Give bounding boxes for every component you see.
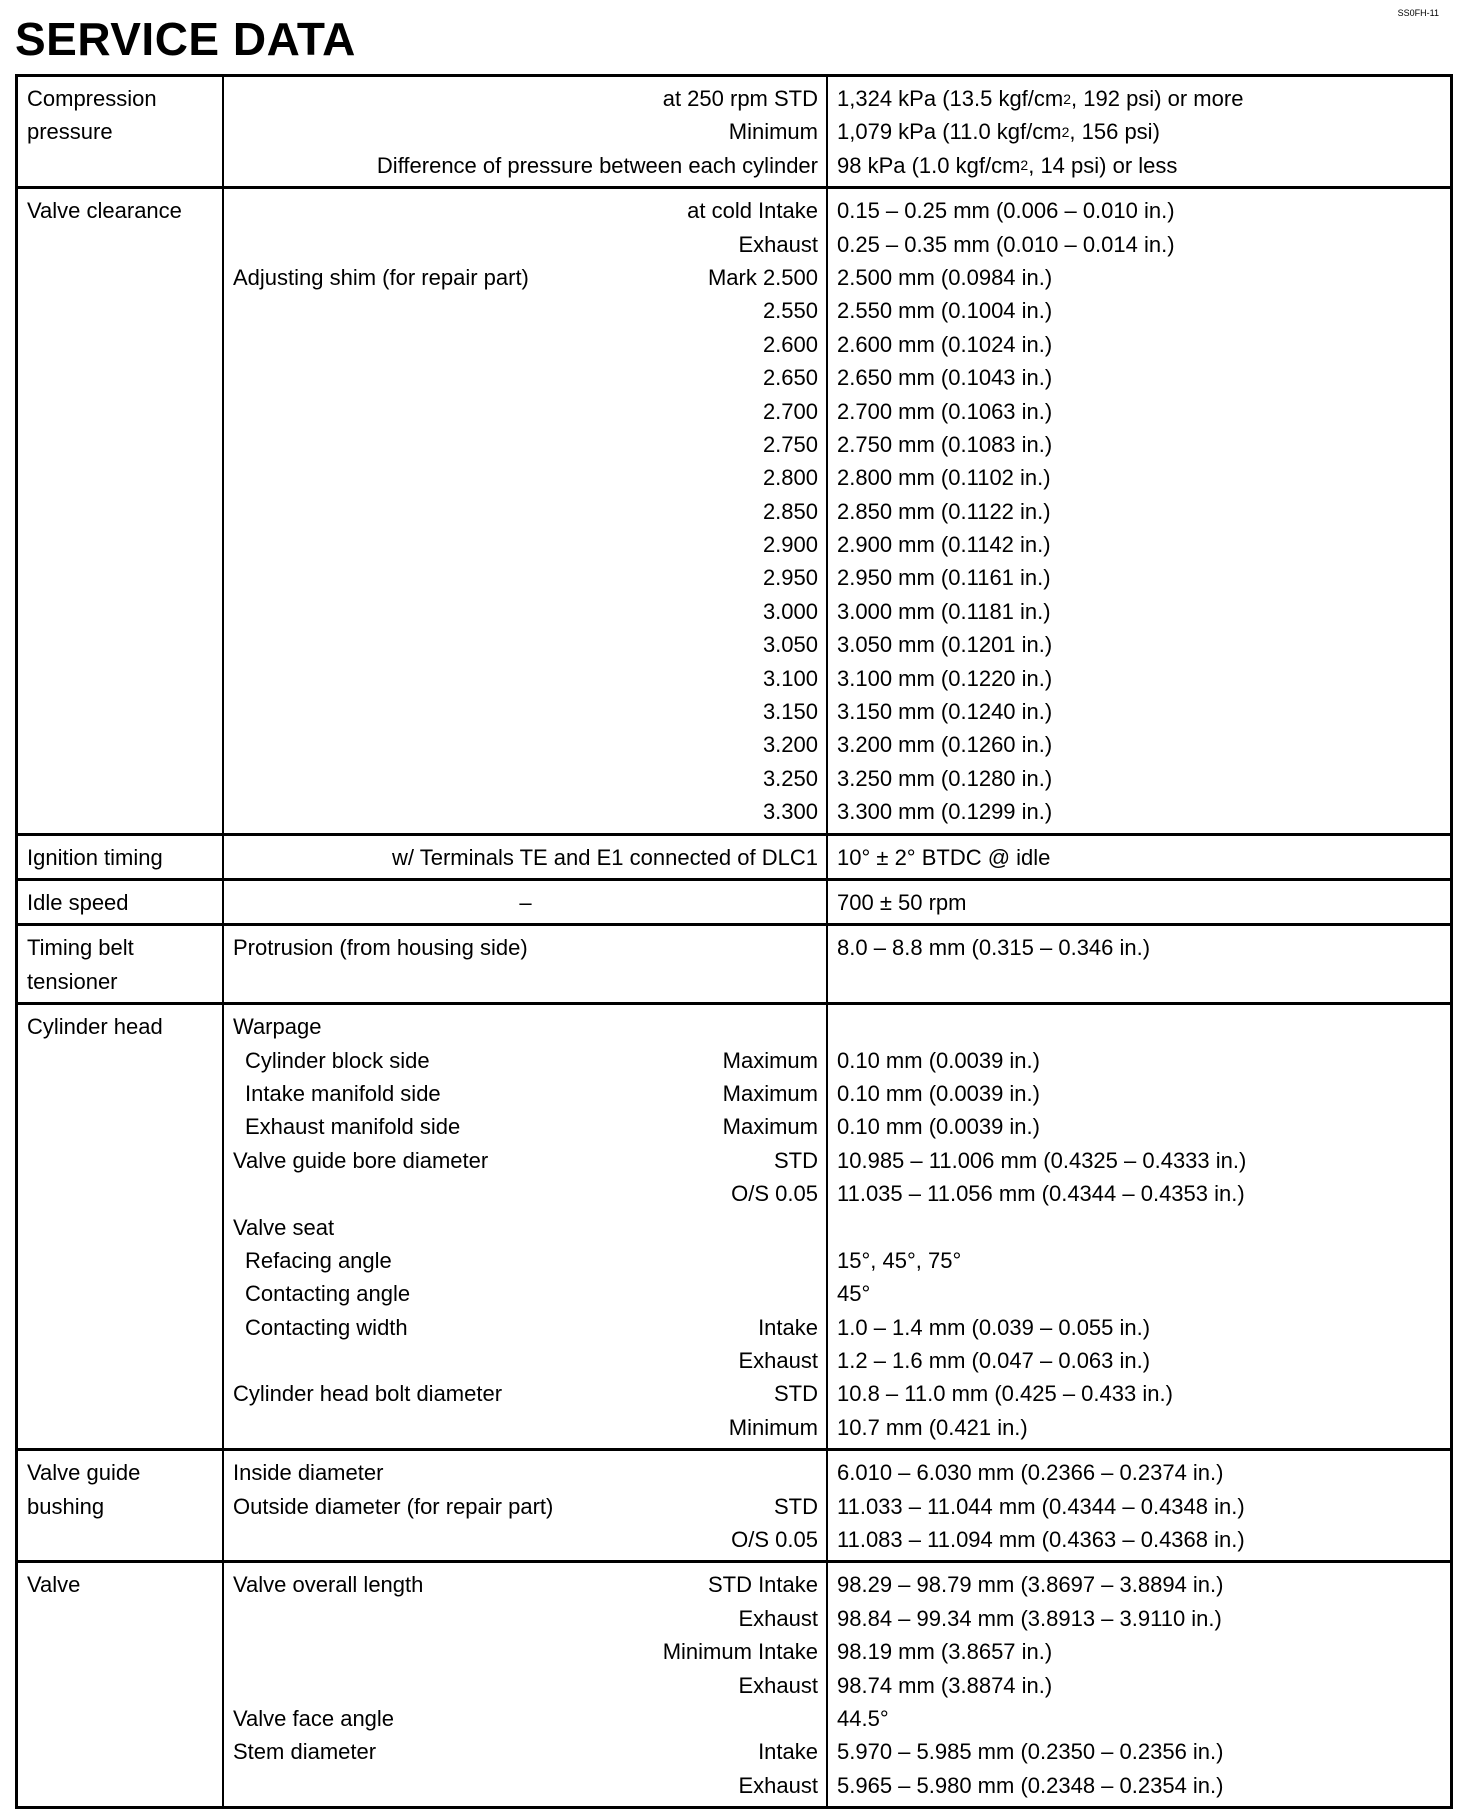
item-line	[233, 395, 818, 428]
item-cell	[223, 1562, 827, 1808]
item-condition: Exhaust	[738, 231, 818, 257]
item-label: Valve guide bore diameter	[233, 1147, 489, 1173]
spec-value	[837, 965, 1442, 998]
item-line	[233, 228, 818, 261]
item-label: Refacing angle	[245, 1247, 392, 1273]
spec-value: 2.600 mm (0.1024 in.)	[837, 331, 1053, 357]
item-line	[233, 1144, 818, 1177]
spec-value: 5.970 – 5.985 mm (0.2350 – 0.2356 in.)	[837, 1739, 1224, 1765]
item-condition: O/S 0.05	[731, 1181, 818, 1207]
section-name: Timing belt	[27, 935, 134, 961]
spec-value: 700 ± 50 rpm	[837, 889, 967, 915]
item-condition: 2.600	[762, 331, 818, 357]
item-line	[233, 294, 818, 327]
item-condition: 3.200	[762, 732, 818, 758]
section-name: Idle speed	[27, 889, 129, 915]
spec-value: 0.10 mm (0.0039 in.)	[837, 1114, 1040, 1140]
item-line	[233, 1735, 818, 1768]
section-name-cell	[17, 925, 224, 1004]
section-name-cell	[17, 188, 224, 834]
item-line	[233, 1568, 818, 1601]
item-line	[233, 1635, 818, 1668]
item-line	[233, 728, 818, 761]
spec-section	[17, 1004, 1452, 1450]
item-line	[233, 1490, 818, 1523]
spec-value: 8.0 – 8.8 mm (0.315 – 0.346 in.)	[837, 935, 1151, 961]
spec-value: 2.750 mm (0.1083 in.)	[837, 431, 1053, 457]
item-line	[233, 762, 818, 795]
spec-value: 10.985 – 11.006 mm (0.4325 – 0.4333 in.)	[837, 1147, 1247, 1173]
spec-value: 2.800 mm (0.1102 in.)	[837, 465, 1051, 491]
spec-value: 11.083 – 11.094 mm (0.4363 – 0.4368 in.)	[837, 1527, 1245, 1553]
item-line	[233, 1411, 818, 1444]
item-condition: Intake	[758, 1739, 818, 1765]
item-label: Adjusting shim (for repair part)	[233, 264, 529, 290]
section-name-cell	[17, 1562, 224, 1808]
spec-value: 0.25 – 0.35 mm (0.010 – 0.014 in.)	[837, 231, 1175, 257]
spec-value: 0.10 mm (0.0039 in.)	[837, 1047, 1040, 1073]
item-condition: Intake	[758, 1314, 818, 1340]
item-condition: 3.150	[762, 699, 818, 725]
service-data-table	[15, 74, 1453, 1809]
item-line	[233, 841, 818, 874]
item-condition: Mark 2.500	[707, 264, 818, 290]
item-condition: 3.100	[762, 665, 818, 691]
item-condition: Maximum	[722, 1114, 818, 1140]
item-line	[233, 1311, 818, 1344]
item-condition: 2.850	[762, 498, 818, 524]
item-condition: 2.650	[762, 365, 818, 391]
section-name: Compression	[27, 86, 157, 111]
item-line	[233, 461, 818, 494]
spec-value: 2.850 mm (0.1122 in.)	[837, 498, 1051, 524]
item-line	[233, 561, 818, 594]
item-label: Protrusion (from housing side)	[233, 935, 528, 961]
item-label: Warpage	[233, 1014, 322, 1040]
spec-value: 1.0 – 1.4 mm (0.039 – 0.055 in.)	[837, 1314, 1151, 1340]
spec-section	[17, 834, 1452, 879]
item-line	[233, 695, 818, 728]
spec-value: 98.74 mm (3.8874 in.)	[837, 1672, 1053, 1698]
item-condition: 3.000	[762, 598, 818, 624]
item-label: Valve seat	[233, 1214, 335, 1240]
value-cell	[827, 834, 1452, 879]
item-line	[233, 328, 818, 361]
item-line	[233, 495, 818, 528]
item-condition: at 250 rpm STD	[662, 86, 818, 111]
spec-value: 45°	[837, 1281, 871, 1307]
value-cell	[827, 1562, 1452, 1808]
service-data-body	[17, 76, 1452, 1808]
item-condition: 2.950	[762, 565, 818, 591]
item-label: Stem diameter	[233, 1739, 377, 1765]
item-label: Cylinder block side	[245, 1047, 430, 1073]
spec-section	[17, 1562, 1452, 1808]
item-condition: 2.550	[762, 298, 818, 324]
item-line	[233, 795, 818, 828]
section-name: Ignition timing	[27, 844, 163, 870]
section-name: Valve	[27, 1572, 81, 1598]
item-label: Intake manifold side	[245, 1080, 441, 1106]
spec-value: 0.15 – 0.25 mm (0.006 – 0.010 in.)	[837, 198, 1175, 224]
spec-value: 98.19 mm (3.8657 in.)	[837, 1639, 1053, 1665]
spec-value: 1,079 kPa (11.0 kgf/cm 2 , 156 psi)	[837, 119, 1160, 145]
spec-value: 2.700 mm (0.1063 in.)	[837, 398, 1053, 424]
item-condition: –	[519, 889, 532, 915]
item-line	[233, 1456, 818, 1489]
item-line	[233, 194, 818, 227]
section-name-cell	[17, 1450, 224, 1562]
spec-value: 3.300 mm (0.1299 in.)	[837, 799, 1053, 825]
value-cell	[827, 879, 1452, 924]
spec-value: 98.84 – 99.34 mm (3.8913 – 3.9110 in.)	[837, 1605, 1222, 1631]
value-cell	[827, 1004, 1452, 1450]
spec-value: 2.900 mm (0.1142 in.)	[837, 532, 1051, 558]
spec-value: 11.033 – 11.044 mm (0.4344 – 0.4348 in.)	[837, 1493, 1245, 1519]
item-line	[233, 662, 818, 695]
spec-section	[17, 188, 1452, 834]
item-line	[233, 1702, 818, 1735]
item-line	[233, 1044, 818, 1077]
spec-section	[17, 879, 1452, 924]
item-line	[233, 115, 818, 148]
item-condition: STD Intake	[707, 1572, 818, 1598]
item-cell	[223, 879, 827, 924]
item-line	[233, 149, 818, 182]
spec-section	[17, 1450, 1452, 1562]
item-condition: at cold Intake	[687, 198, 818, 224]
item-label: Valve overall length	[233, 1572, 424, 1598]
item-line	[233, 1077, 818, 1110]
item-line	[233, 1769, 818, 1802]
item-line	[233, 428, 818, 461]
spec-section	[17, 925, 1452, 1004]
spec-value: 3.000 mm (0.1181 in.)	[837, 598, 1051, 624]
item-label: Outside diameter (for repair part)	[233, 1493, 554, 1519]
item-condition: w/ Terminals TE and E1 connected of DLC1	[392, 844, 818, 870]
spec-value: 3.250 mm (0.1280 in.)	[837, 765, 1053, 791]
section-name: Valve guide	[27, 1460, 141, 1486]
item-line	[233, 1669, 818, 1702]
page-code: SS0FH-11	[1397, 8, 1439, 18]
item-label: Contacting angle	[245, 1281, 411, 1307]
spec-value: 3.200 mm (0.1260 in.)	[837, 732, 1053, 758]
item-line	[233, 1523, 818, 1556]
item-line	[233, 1110, 818, 1143]
item-line	[233, 595, 818, 628]
section-name: tensioner	[27, 968, 118, 994]
item-line	[233, 261, 818, 294]
item-condition: Maximum	[722, 1047, 818, 1073]
section-name: pressure	[27, 119, 113, 145]
value-cell	[827, 925, 1452, 1004]
item-condition: Exhaust	[738, 1348, 818, 1374]
spec-value: 5.965 – 5.980 mm (0.2348 – 0.2354 in.)	[837, 1772, 1224, 1798]
value-cell	[827, 76, 1452, 188]
item-cell	[223, 834, 827, 879]
page-title: SERVICE DATA	[15, 13, 356, 65]
item-line	[233, 931, 818, 964]
item-cell	[223, 76, 827, 188]
item-cell	[223, 188, 827, 834]
value-cell	[827, 1450, 1452, 1562]
item-condition: 3.300	[762, 799, 818, 825]
spec-value: 2.650 mm (0.1043 in.)	[837, 365, 1053, 391]
section-name: Cylinder head	[27, 1014, 163, 1040]
section-name-cell	[17, 834, 224, 879]
spec-section	[17, 76, 1452, 188]
item-label: Valve face angle	[233, 1705, 395, 1731]
item-condition: O/S 0.05	[731, 1527, 818, 1553]
item-condition: 2.900	[762, 532, 818, 558]
item-line	[233, 1244, 818, 1277]
item-label: Exhaust manifold side	[245, 1114, 461, 1140]
item-condition: Maximum	[722, 1080, 818, 1106]
section-name: Valve clearance	[27, 198, 182, 224]
item-condition: STD	[774, 1493, 818, 1519]
item-line	[233, 1377, 818, 1410]
item-condition: Minimum Intake	[662, 1639, 818, 1665]
spec-value: 6.010 – 6.030 mm (0.2366 – 0.2374 in.)	[837, 1460, 1224, 1486]
spec-value: 15°, 45°, 75°	[837, 1247, 962, 1273]
item-line	[233, 528, 818, 561]
spec-value: 11.035 – 11.056 mm (0.4344 – 0.4353 in.)	[837, 1181, 1245, 1207]
item-label: Contacting width	[245, 1314, 408, 1340]
section-name-cell	[17, 76, 224, 188]
item-line	[233, 361, 818, 394]
item-condition: Exhaust	[738, 1605, 818, 1631]
item-condition: Minimum	[728, 1414, 818, 1440]
item-cell	[223, 1450, 827, 1562]
item-condition: STD	[774, 1147, 818, 1173]
section-name-cell	[17, 1004, 224, 1450]
spec-value: 44.5°	[837, 1705, 889, 1731]
item-condition: Minimum	[728, 119, 818, 145]
item-line	[233, 82, 818, 115]
item-line	[233, 1602, 818, 1635]
item-condition: 3.250	[762, 765, 818, 791]
spec-value	[837, 1211, 1442, 1244]
spec-value: 1,324 kPa (13.5 kgf/cm 2 , 192 psi) or more	[837, 86, 1244, 111]
spec-value: 98 kPa (1.0 kgf/cm 2 , 14 psi) or less	[837, 152, 1178, 178]
item-condition: 3.050	[762, 632, 818, 658]
spec-value: 2.950 mm (0.1161 in.)	[837, 565, 1051, 591]
item-line	[233, 965, 818, 998]
section-name-cell	[17, 879, 224, 924]
spec-value: 10° ± 2° BTDC @ idle	[837, 844, 1051, 870]
spec-value: 98.29 – 98.79 mm (3.8697 – 3.8894 in.)	[837, 1572, 1224, 1598]
item-condition: 2.750	[762, 431, 818, 457]
item-label: Inside diameter	[233, 1460, 384, 1486]
section-name: bushing	[27, 1493, 105, 1519]
spec-value: 2.550 mm (0.1004 in.)	[837, 298, 1053, 324]
item-condition: Difference of pressure between each cylinder	[376, 152, 818, 178]
item-label: Cylinder head bolt diameter	[233, 1381, 503, 1407]
spec-value: 10.8 – 11.0 mm (0.425 – 0.433 in.)	[837, 1381, 1173, 1407]
item-cell	[223, 925, 827, 1004]
item-line	[233, 628, 818, 661]
spec-value: 3.050 mm (0.1201 in.)	[837, 632, 1053, 658]
spec-value: 0.10 mm (0.0039 in.)	[837, 1080, 1040, 1106]
item-cell	[223, 1004, 827, 1450]
spec-value: 3.150 mm (0.1240 in.)	[837, 699, 1053, 725]
spec-value: 1.2 – 1.6 mm (0.047 – 0.063 in.)	[837, 1348, 1151, 1374]
spec-value: 3.100 mm (0.1220 in.)	[837, 665, 1053, 691]
item-line	[233, 1211, 818, 1244]
item-condition: Exhaust	[738, 1772, 818, 1798]
item-line	[233, 1010, 818, 1043]
spec-value: 10.7 mm (0.421 in.)	[837, 1414, 1028, 1440]
spec-value: 2.500 mm (0.0984 in.)	[837, 264, 1053, 290]
item-condition: 2.700	[762, 398, 818, 424]
item-line	[233, 1177, 818, 1210]
item-line	[233, 1344, 818, 1377]
spec-value	[837, 1010, 1442, 1043]
item-line	[233, 886, 818, 919]
item-line	[233, 1277, 818, 1310]
item-condition: Exhaust	[738, 1672, 818, 1698]
value-cell	[827, 188, 1452, 834]
item-condition: 2.800	[762, 465, 818, 491]
item-condition: STD	[774, 1381, 818, 1407]
